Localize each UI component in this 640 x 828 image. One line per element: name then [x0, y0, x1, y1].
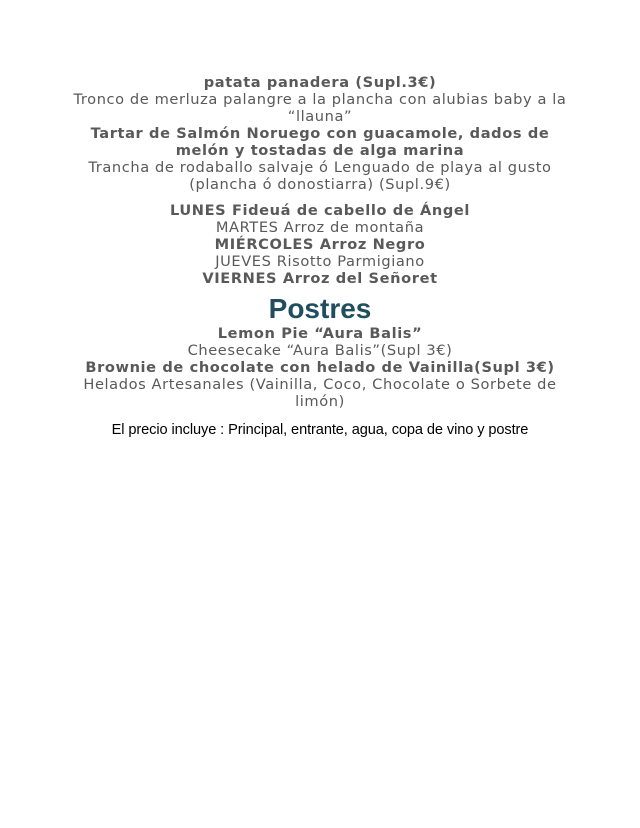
main-dishes-list	[70, 74, 570, 193]
weekly-rice-list	[70, 202, 570, 287]
dessert-item-brownie: Brownie de chocolate con helado de Vainilla(Supl 3€)	[85, 359, 555, 376]
menu-item-tartar-salmon: Tartar de Salmón Noruego con guacamole, dados de melón y tostadas de alga marina	[90, 125, 550, 159]
menu-item-patata-panadera: patata panadera (Supl.3€)	[203, 74, 437, 91]
weekday-item-lunes: LUNES Fideuá de cabello de Ángel	[169, 202, 471, 219]
menu-item-rodaballo: Trancha de rodaballo salvaje ó Lenguado de playa al gusto (plancha ó donostiarra) (Supl.9€)	[88, 159, 552, 193]
weekday-item-martes: MARTES Arroz de montaña	[215, 219, 425, 236]
weekday-item-miercoles: MIÉRCOLES Arroz Negro	[214, 236, 426, 253]
desserts-heading: Postres	[268, 293, 372, 324]
menu-page	[70, 74, 570, 439]
desserts-list	[70, 325, 570, 410]
spacer	[70, 193, 570, 202]
weekday-item-viernes: VIERNES Arroz del Señoret	[202, 270, 438, 287]
weekday-item-jueves: JUEVES Risotto Parmigiano	[215, 253, 425, 270]
price-includes-note: El precio incluye : Principal, entrante, agua, copa de vino y postre	[111, 422, 529, 438]
dessert-item-cheesecake: Cheesecake “Aura Balis”(Supl 3€)	[187, 342, 453, 359]
menu-item-merluza: Tronco de merluza palangre a la plancha con alubias baby a la “llauna”	[73, 91, 567, 125]
dessert-item-lemon-pie: Lemon Pie “Aura Balis”	[217, 325, 423, 342]
dessert-item-helados: Helados Artesanales (Vainilla, Coco, Chocolate o Sorbete de limón)	[83, 376, 557, 410]
